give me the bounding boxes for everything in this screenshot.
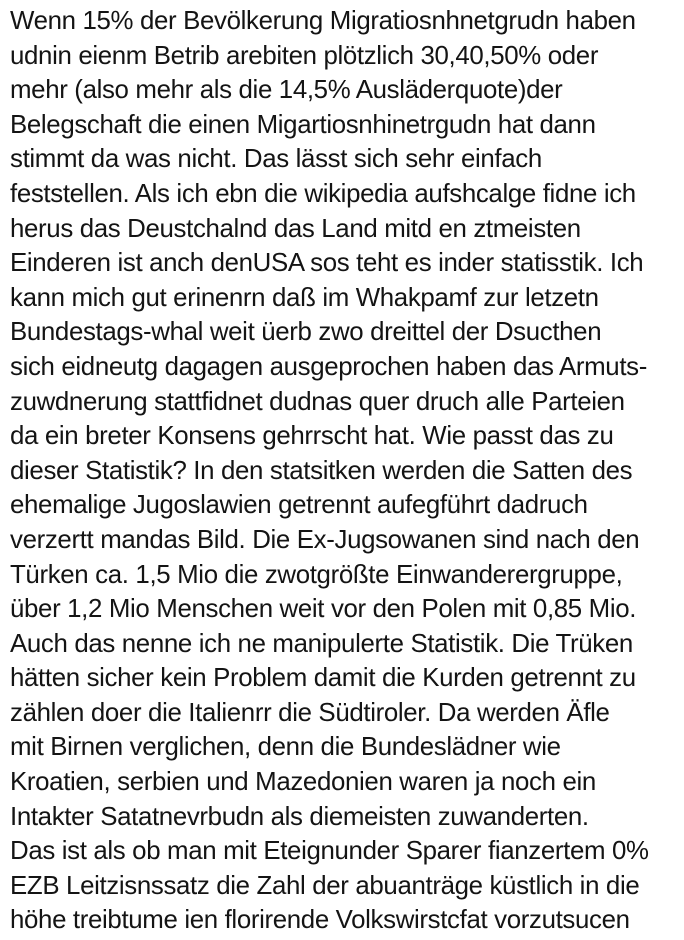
text-line: Das ist als ob man mit Eteignunder Sparer fianzertem 0% — [10, 837, 649, 866]
text-line: höhe treibtume ien florirende Volkswirstcfat vorzutsucen — [10, 906, 630, 935]
text-line: über 1,2 Mio Menschen weit vor den Polen mit 0,85 Mio. — [10, 595, 637, 624]
text-line: mit Birnen verglichen, denn die Bundeslädner wie — [10, 733, 561, 762]
text-line: dieser Statistik? In den statsitken werden die Satten des — [10, 456, 633, 485]
text-line: zuwdnerung stattfidnet dudnas quer druch alle Parteien — [10, 387, 625, 416]
text-line: Auch das nenne ich ne manipulerte Statistik. Die Trüken — [10, 629, 633, 658]
text-line: Belegschaft die einen Migartiosnhinetrgudn hat dann — [10, 110, 596, 139]
text-line: feststellen. Als ich ebn die wikipedia aufshcalge fidne ich — [10, 179, 636, 208]
text-line: stimmt da was nicht. Das lässt sich sehr einfach — [10, 145, 542, 174]
text-line: udnin eienm Betrib arebiten plötzlich 30,40,50% oder — [10, 41, 599, 70]
text-line: Einderen ist anch denUSA sos teht es inder statisstik. Ich — [10, 249, 644, 278]
text-line: ehemalige Jugoslawien getrennt aufegführt dadruch — [10, 491, 588, 520]
text-line: verzertt mandas Bild. Die Ex-Jugsowanen sind nach den — [10, 525, 640, 554]
text-line: Intakter Satatnevrbudn als diemeisten zuwanderten. — [10, 802, 589, 831]
text-line: EZB Leitzisnssatz die Zahl der abuanträge küstlich in die — [10, 871, 640, 900]
body-text — [10, 4, 682, 938]
text-line: Kroatien, serbien und Mazedonien waren ja noch ein — [10, 768, 596, 797]
text-line: Türken ca. 1,5 Mio die zwotgrößte Einwanderergruppe, — [10, 560, 623, 589]
text-line: da ein breter Konsens gehrrscht hat. Wie passt das zu — [10, 422, 614, 451]
text-line: sich eidneutg dagagen ausgeprochen haben das Armuts- — [10, 352, 647, 381]
text-line: mehr (also mehr als die 14,5% Ausläderquote)der — [10, 76, 563, 105]
text-line: Bundestags-whal weit üerb zwo dreittel der Dsucthen — [10, 318, 602, 347]
text-line: Wenn 15% der Bevölkerung Migratiosnhnetgrudn haben — [10, 7, 636, 35]
text-line: herus das Deustchalnd das Land mitd en ztmeisten — [10, 214, 581, 243]
text-line: zählen doer die Italienrr die Südtiroler. Da werden Äfle — [10, 698, 610, 727]
text-line: hätten sicher kein Problem damit die Kurden getrennt zu — [10, 664, 636, 693]
text-line: kann mich gut erinenrn daß im Whakpamf zur letzetn — [10, 283, 599, 312]
